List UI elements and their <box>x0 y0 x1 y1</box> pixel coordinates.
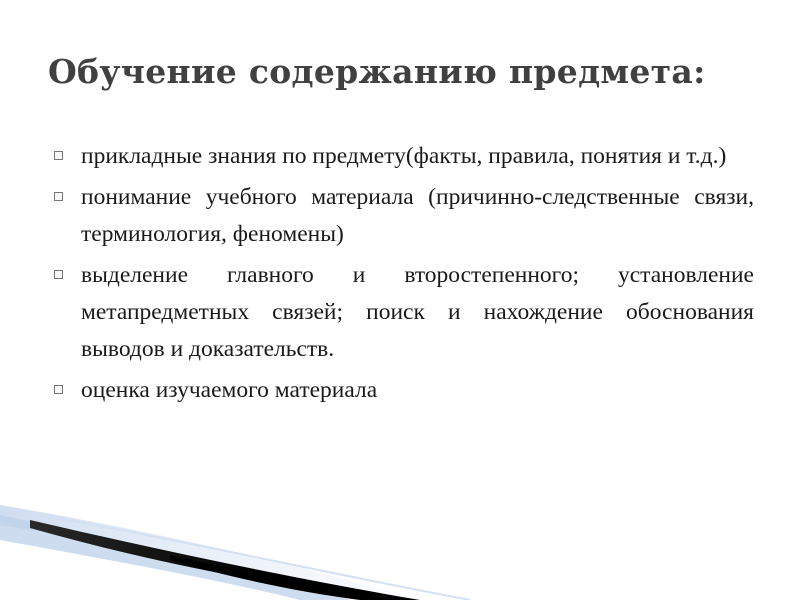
square-bullet-icon <box>54 270 63 279</box>
list-item-text: прикладные знания по предмету(факты, правила, понятия и т.д.) <box>81 143 727 169</box>
list-item-text: оценка изучаемого материала <box>81 377 378 403</box>
square-bullet-icon <box>54 385 63 394</box>
list-item-text: выделение главного и второстепенного; установление метапредметных связей; поиск и нахождение обоснования выводов и доказательств. <box>81 262 754 362</box>
bullet-list <box>54 138 754 413</box>
list-item-text: понимание учебного материала (причинно-следственные связи, терминология, феномены) <box>81 184 754 247</box>
list-item <box>54 257 754 368</box>
slide-title: Обучение содержанию предмета: <box>48 52 706 91</box>
square-bullet-icon <box>54 151 63 160</box>
square-bullet-icon <box>54 192 63 201</box>
list-item <box>54 179 754 253</box>
list-item <box>54 372 754 409</box>
list-item <box>54 138 754 175</box>
